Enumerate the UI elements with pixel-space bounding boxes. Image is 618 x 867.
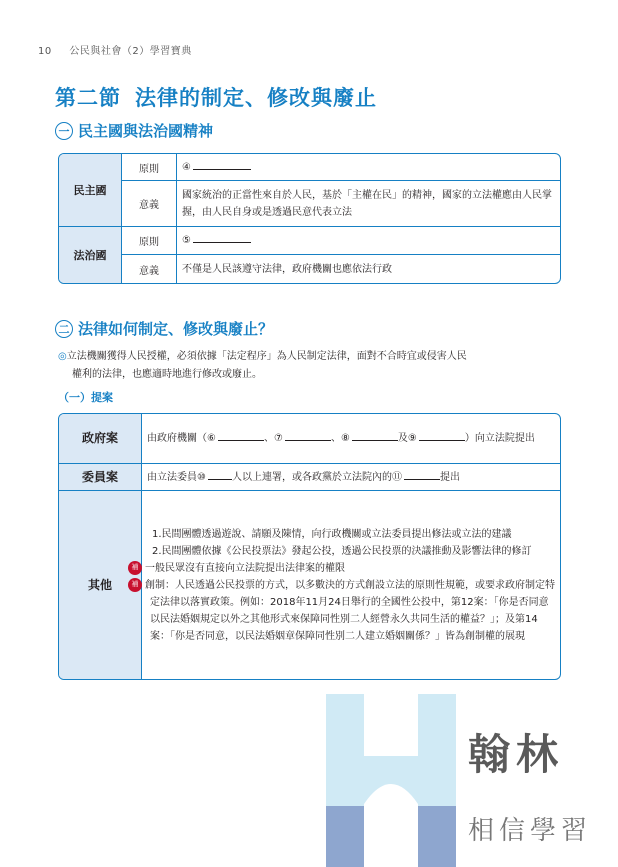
row-label-government: 政府案 [59, 414, 142, 464]
part1-heading [55, 120, 213, 141]
fill-blank[interactable] [404, 469, 440, 480]
fill-blank[interactable] [419, 430, 465, 441]
other-methods-text [131, 491, 560, 679]
government-bill-text: 由政府機關（⑥ 、⑦ 、⑧ 及⑨ ）向立法院提出 [142, 414, 560, 464]
fill-blank[interactable] [218, 430, 264, 441]
meaning-key: 意義 [122, 255, 177, 283]
principle-blank-4[interactable]: ④ [177, 154, 560, 181]
brand-logo-h-icon [326, 694, 456, 867]
page-number: 10 [38, 46, 52, 57]
proposal-table [58, 413, 561, 680]
supplement-text: 一般民眾沒有直接向立法院提出法律案的權限 [145, 562, 345, 574]
supplement-badge-icon: 補 [128, 578, 142, 592]
principle-key: 原則 [122, 154, 177, 181]
row-label-other: 其他 [59, 491, 142, 679]
note-line-1: 立法機關獲得人民授權，必須依據「法定程序」為人民制定法律，面對不合時宜或侵害人民 [66, 351, 467, 362]
list-item: 2.民間團體依據《公民投票法》發起公投，透過公民投票的決議推動及影響法律的修訂 [152, 545, 532, 557]
list-item: 1.民間團體透過遊說、請願及陳情，向行政機關或立法委員提出修法或立法的建議 [152, 528, 512, 540]
part2-heading [55, 318, 273, 339]
fill-blank[interactable] [285, 430, 331, 441]
meaning-text: 不僅是人民該遵守法律，政府機關也應依法行政 [182, 263, 392, 275]
book-title: 公民與社會（2）學習寶典 [69, 46, 192, 57]
fill-blank[interactable] [208, 469, 232, 480]
row-label-democracy: 民主國 [59, 154, 122, 227]
circled-number-icon: 一 [55, 122, 73, 140]
committee-bill-text: 由立法委員⑩ 人以上連署，或各政黨於立法院內的⑪ 提出 [142, 464, 560, 491]
brand-name: 翰林 [468, 730, 565, 779]
fill-blank[interactable] [352, 430, 398, 441]
note-line-2: 權利的法律，也應適時地進行修改或廢止。 [72, 369, 262, 380]
part1-title: 民主國與法治國精神 [78, 122, 214, 140]
running-header [38, 42, 192, 57]
row-label-committee: 委員案 [59, 464, 142, 491]
section-number: 第二節 [55, 86, 121, 110]
meaning-text: 國家統治的正當性來自於人民，基於「主權在民」的精神，國家的立法權應由人民掌握，由人民自身或是透過民意代表立法 [177, 181, 560, 227]
brand-slogan: 相信學習 [468, 816, 593, 846]
part2-title: 法律如何制定、修改與廢止？ [78, 320, 274, 338]
principle-blank-5[interactable]: ⑤ [177, 227, 560, 255]
proposal-subheading: （一）提案 [58, 391, 113, 404]
meaning-key: 意義 [122, 181, 177, 227]
principle-key: 原則 [122, 227, 177, 255]
fill-blank[interactable] [193, 232, 251, 243]
supplement-badge-icon: 補 [128, 561, 142, 575]
bullet-icon: ◎ [58, 351, 67, 362]
circled-number-icon: 二 [55, 320, 73, 338]
intro-note [58, 348, 564, 384]
fill-blank[interactable] [193, 159, 251, 170]
democracy-rule-of-law-table [58, 153, 561, 284]
section-title [55, 82, 377, 112]
section-heading: 法律的制定、修改與廢止 [135, 86, 377, 110]
row-label-rule-of-law: 法治國 [59, 227, 122, 283]
initiative-text: 創制：人民透過公民投票的方式，以多數決的方式創設立法的原則性規範，或要求政府制定特定法律以落實政策。例如：2018年11月24日舉行的全國性公投中，第12案：「你是否同意以民法婚姻規定以外之其他形式來保障同性別二人經營永久共同生活的權益？」；及第14案：「你是否同意，以民法婚姻章保障同性別二人建立婚姻關係？」皆為創制權的展現 [145, 579, 555, 642]
